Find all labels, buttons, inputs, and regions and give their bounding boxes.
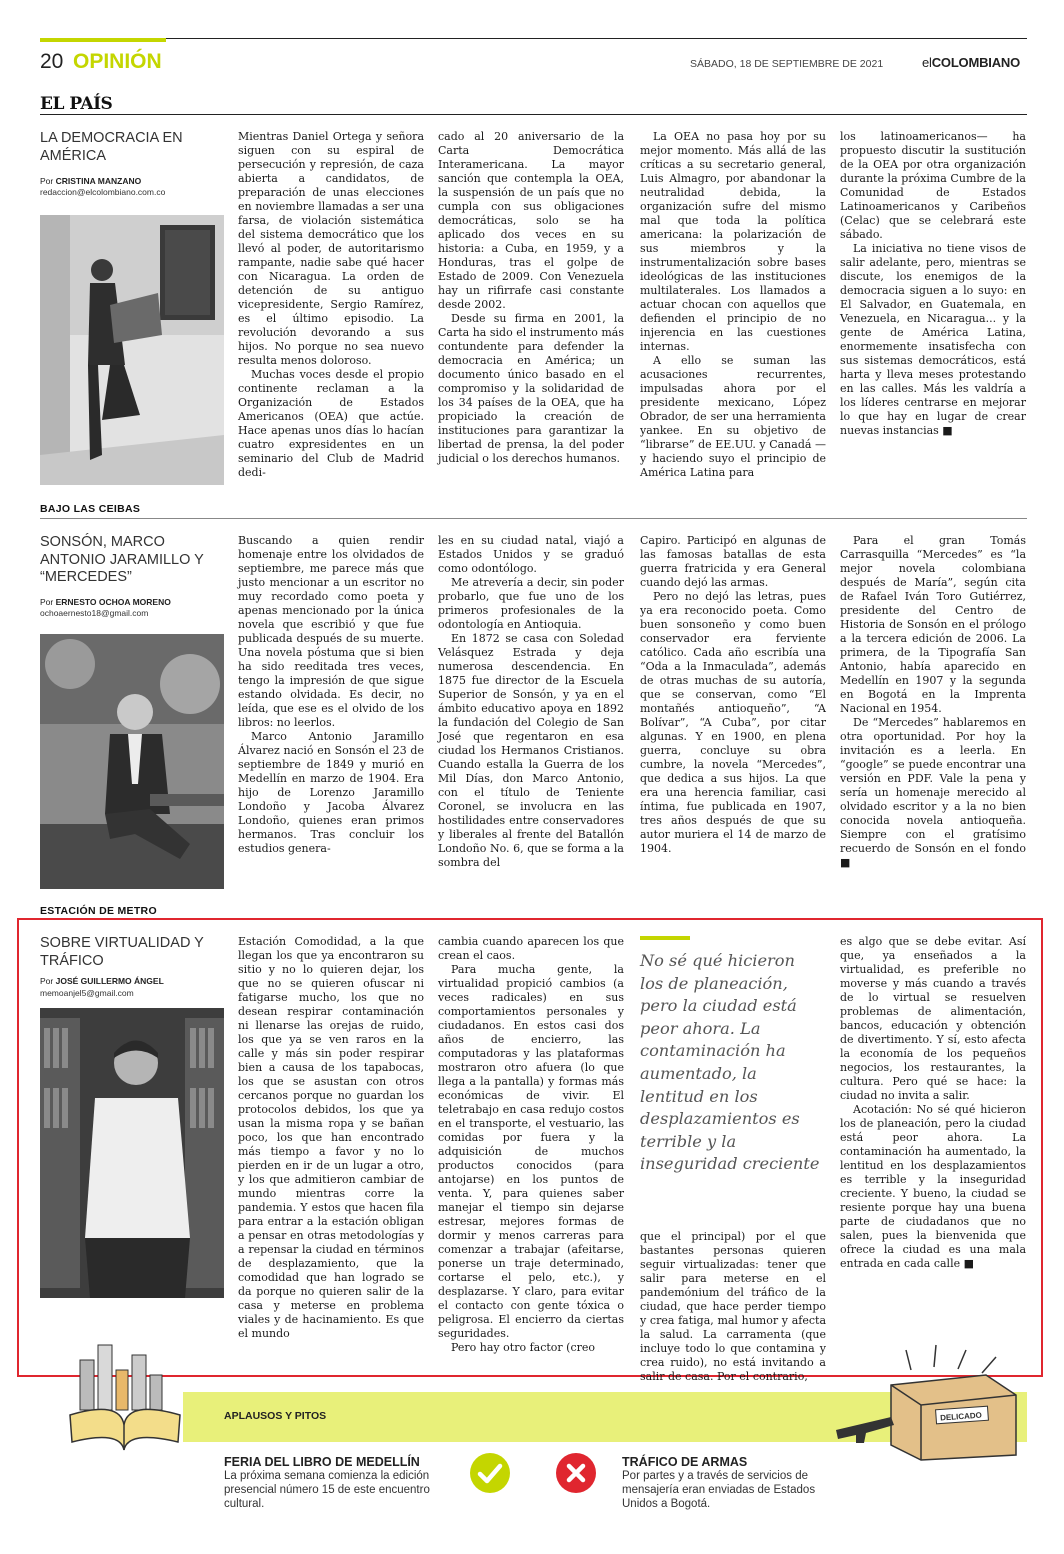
article3-column-3 (640, 1230, 826, 1383)
brand-name: COLOMBIANO (931, 55, 1020, 70)
masthead-accent (40, 38, 166, 42)
page-number: 20 (40, 50, 64, 73)
article2-email: ochoaernesto18@gmail.com (40, 608, 149, 618)
article1-c4-p2: La iniciativa no tiene visos de salir adelante, pero, mientras se discute, los enemigos de la democracia siguen a lo suyo: en El Salvador, en Guatemala, en Venezuela, en Nicaragua... y la gente de América Latina, enormemente insatisfecha con sus sistemas democráticos, está harta y lleva meses protestando en las calles. Más les valdría a los líderes centrarse en mejorar lo que hay en lugar de crear nuevas instancias ■ (840, 242, 1026, 437)
pito-text: Por partes y a través de servicios de mensajería eran enviadas de Estados Unidos a Bogotá. (622, 1470, 816, 1510)
article2-c2-p3: En 1872 se casa con Soledad Velásquez Estrada y deja numerosa descendencia. En 1875 fue director de la Escuela Superior de Sonsón, y ya en el ámbito educativo apoya en 1892 la fundación del Colegio de San José que regentaron en esa ciudad los Hermanos Cristianos. Cuando estalla la Guerra de los Mil Días, don Marco Antonio, con el título de Teniente Coronel, se involucra en las hostilidades entre conservadores y liberales al frente del Batallón Londoño No. 6, que se forma a la sombra del (438, 632, 624, 869)
box-label: DELICADO (939, 1410, 983, 1423)
article3-c4-p2: Acotación: No sé qué hicieron los de planeación, pero la ciudad está peor ahora. La contaminación ha aumentado, la lentitud en los desplazamientos es terrible y la inseguridad creciente. Y bueno, la ciudad se resiente porque hay una buena parte de ciudadanos que no salen, pues la bienvenida que ofrece la ciudad es una mala entrada en cada calle ■ (840, 1103, 1026, 1270)
pull-quote-accent-bar (640, 936, 690, 940)
article3-c4-p1: es algo que se debe evitar. Así que, ya enseñados a la virtualidad, es preferible no moverse y más cuando a través de lo virtual se resuelven problemas de alimentación, bancos, educación y obtención de divertimento. Y sí, esto afecta la economía de los pequeños negocios, los restaurantes, la cultura. Pero qué se hace: la ciudad no invita a salir. (840, 935, 1026, 1102)
article2-c4-p1: Para el gran Tomás Carrasquilla “Mercedes” es “la mejor novela colombiana después de María”, según cita de Rafael Iván Toro Gutiérrez, presidente del Centro de Historia de Sonsón en el prólogo a la tercera edición de 2006. La primera, de la Tipografía San Antonio, había aparecido en Medellín en 1907 y la segunda en Bogotá en la Imprenta Nacional en 1954. (840, 534, 1026, 715)
article1-separator (40, 114, 1027, 115)
check-icon (470, 1453, 510, 1493)
article1-c2-p2: Desde su firma en 2001, la Carta ha sido el instrumento más contundente para defender la democracia en América; un documento único basado en el compromiso y la solidaridad de los 34 países de la OEA, que ha propiciado la creación de instituciones para garantizar la libertad de prensa, la del poder judicial o los derechos humanos. (438, 312, 624, 465)
article3-c3-p1: que el principal) por el que bastantes personas quieren seguir virtualizadas: tener que salir para meterse en el pandemónium del tráfico de la ciudad, que hace perder tiempo y crea fatiga, mal humor y afecta la salud. La carramenta (que incluye todo lo que contamina y crea ruido), no está invitando a salir de casa. Por el contrario, (640, 1230, 826, 1383)
section-name: OPINIÓN (73, 50, 162, 73)
article3-column-2 (438, 935, 624, 1373)
article2-headline: SONSÓN, MARCO ANTONIO JARAMILLO Y “MERCEDES” (40, 534, 204, 585)
aplauso-text: La próxima semana comienza la edición presencial número 15 de este encuentro cultural. (224, 1470, 430, 1510)
article1-statue-photo (40, 215, 224, 485)
article2-c3-p2: Pero no dejó las letras, pues ya era reconocido poeta. Como buen sonsoneño y como buen conservador era ferviente católico. Cada año escribía una “Oda a la Inmaculada”, además de otras muchas de su autoría, que se conservan, como “El montañés antioqueño”, “A Bolívar”, “A Cuba”, por citar algunas. Y en 1900, en plena guerra, concluye su obra cumbre, la novela “Mercedes”, que dedica a sus hijos. La que era una herencia familiar, casi íntima, fue publicada en 1907, tres años después de que su autor muriera el 14 de marzo de 1904. (640, 590, 826, 855)
article2-c2-p2: Me atrevería a decir, sin poder probarlo, que fue uno de los primeros profesionales de la odontología en Antioquia. (438, 576, 624, 631)
pito-title: TRÁFICO DE ARMAS (622, 1455, 748, 1469)
article2-c1-p1: Buscando a quien rendir homenaje entre los olvidados de septiembre, me parece más que justo mencionar a un escritor no muy recordado como poeta y apenas mencionado por la única novela que escribió y que fue publicada después de su muerte. Una novela póstuma que si bien ha sido reeditada tres veces, tengo la impresión de que sigue estando olvidada. Es decir, no leída, que ese es el olvido de los libros: no leerlos. (238, 534, 424, 729)
article1-column-4 (840, 130, 1026, 492)
article2-column-2 (438, 534, 624, 894)
author-portrait-illustration (40, 634, 224, 889)
article3-author-photo (40, 1008, 224, 1298)
aplauso-title: FERIA DEL LIBRO DE MEDELLÍN (224, 1455, 420, 1469)
article2-c4-p2: De “Mercedes” hablaremos en otra oportunidad. Por hoy la invitación es a leerla. En “google” se puede encontrar una versión en PDF. Vale la pena y sería un homenaje merecido al olvidado escritor y a la no bien conocida novela antioqueña. Siempre con el gratísimo recuerdo de Sonsón en el fondo ■ (840, 716, 1026, 869)
masthead-rule (40, 38, 1027, 39)
article2-c2-p1: les en su ciudad natal, viajó a Estados Unidos y se graduó como odontólogo. (438, 534, 624, 575)
article2-byline: Por ERNESTO OCHOA MORENO (40, 597, 171, 607)
article2-column-3 (640, 534, 826, 894)
package-gun-illustration (836, 1345, 1026, 1465)
article3-headline: SOBRE VIRTUALIDAD Y TRÁFICO (40, 935, 204, 969)
article3-column-1 (238, 935, 424, 1373)
article1-email: redaccion@elcolombiano.com.co (40, 187, 166, 197)
article1-c1-p1: Mientras Daniel Ortega y señora siguen con su espiral de persecución y represión, de caza abierta a candidatos, de preparación de unas elecciones en noviembre llamadas a ser una farsa, de violación sistemática del sistema democrático que los llevó al poder, de autoritarismo rampante, nadie sabe qué hacer con Nicaragua. La orden de detención de su antiguo vicepresidente, Sergio Ramírez, es el último episodio. La revolución devorando a sus hijos. No porque no sea nuevo resulta menos doloroso. (238, 130, 424, 367)
article1-c3-p1: La OEA no pasa hoy por su mejor momento. Más allá de las críticas a su secretario general, Luis Almagro, por abandonar la neutralidad debida, la organización sufre del mismo mal que toda la política americana: la polarización de sus miembros y la instrumentalización sobre bases ideológicas de las instituciones multilaterales. Los llamados a actuar chocan con aquellos que defienden el principio de no injerencia en las cuestiones internas. (640, 130, 826, 353)
brand-prefix: el (922, 55, 932, 70)
article3-column-4 (840, 935, 1026, 1295)
article2-author-photo (40, 634, 224, 889)
article1-column-2 (438, 130, 624, 492)
article2-c1-p2: Marco Antonio Jaramillo Álvarez nació en Sonsón el 23 de septiembre de 1849 y murió en Medellín en marzo de 1904. Era hijo de Lorenzo Jaramillo Londoño y Jacoba Álvarez Londoño, quienes eran primos hermanos. Tras concluir los estudios genera- (238, 730, 424, 855)
pito-item (622, 1455, 832, 1511)
statue-illustration (40, 215, 224, 485)
article1-column-1 (238, 130, 424, 492)
article3-email: memoanjel5@gmail.com (40, 988, 134, 998)
cross-icon (556, 1453, 596, 1493)
article3-c2-p2: Para mucha gente, la virtualidad propició cambios (a veces radicales) en sus comportamientos personales y ciudadanos. En estos casi dos años de encierro, las computadoras y las plataformas mostraron otro afuera (lo que llega a la pantalla) y formas más económicas de vivir. El teletrabajo en casa redujo costos en el transporte, el vestuario, las comidas por fuera y la adquisición de muchos productos conocidos (para antojarse) en los puntos de venta. Y, para quienes saber manejar el tiempo sin dejarse estresar, mejores formas de dormir y menos carreras para comenzar a trabajar (afeitarse, ponerse un traje determinado, cortarse el pelo, etc.), y desplazarse. Y claro, para evitar el contacto con gente tóxica o peligrosa. El encierro da ciertas seguridades. (438, 963, 624, 1340)
author-portrait-illustration (40, 1008, 224, 1298)
article2-c3-p1: Capiro. Participó en algunas de las famosas batallas de esta guerra fratricida y era General cuando dejó las armas. (640, 534, 826, 589)
article1-byline: Por CRISTINA MANZANO (40, 176, 142, 186)
article1-column-3 (640, 130, 826, 492)
article3-c1-p1: Estación Comodidad, a la que llegan los que ya encontraron su sitio y no lo quieren dejar, los que no se quieren ofuscar ni fatigarse mucho, los que no desean respirar contaminación ni llenarse las orejas de ruido, los que ya se ven raros en la calle y más sin poder respirar bien a causa de los tapabocas, los que se asustan con otros cercanos porque no guardan los protocolos debidos, los que ya usan la misma ropa y se bañan poco, los que han encontrado más tiempo a favor y no lo pierden en ir de un lugar a otro, y los que admitieron cambiar de mundo mientras corre la pandemia. Y estos que hacen fila para entrar a la estación obligan a pensar en otras metodologías y a repensar la ciudad en términos de desplazamiento, que la comodidad que han logrado se da porque no quieren salir de la casa y meterse en problema viales y de hacinamiento. Es que el mundo (238, 935, 424, 1340)
publication-date: SÁBADO, 18 DE SEPTIEMBRE DE 2021 (690, 58, 884, 70)
brand-logo (922, 55, 1020, 70)
article1-c2-p1: cado al 20 aniversario de la Carta Democrática Interamericana. La mayor sanción que contempla la OEA, la suspensión de un país que no cumpla con sus obligaciones democráticas, solo se ha aplicado dos veces en su historia: a Cuba, en 1959, y a Honduras, tras el golpe de Estado de 2009. Con Venezuela hay un rifirrafe casi constante desde 2002. (438, 130, 624, 311)
article2-separator (40, 518, 1027, 519)
article1-c1-p2: Muchas voces desde el propio continente reclaman a la Organización de Estados Americanos (OEA) que actúe. Hace apenas unos días lo hacían cuatro expresidentes en un seminario del Club de Madrid dedi- (238, 368, 424, 479)
article2-column-4 (840, 534, 1026, 894)
article3-section-label: ESTACIÓN DE METRO (40, 905, 157, 917)
article1-section-label: EL PAÍS (40, 94, 113, 114)
article1-c4-p1: los latinoamericanos— ha propuesto discutir la sustitución de la OEA por otra organización durante la próxima Cumbre de la Comunidad de Estados Latinoamericanos y Caribeños (Celac) que se celebrará este sábado. (840, 130, 1026, 241)
pull-quote: No sé qué hicieron los de planeación, pero la ciudad está peor ahora. La contaminación ha aumentado, la lentitud en los desplazamientos es terrible y la inseguridad creciente (640, 951, 820, 1174)
aplauso-item (224, 1455, 434, 1511)
article2-section-label: BAJO LAS CEIBAS (40, 503, 141, 515)
article2-column-1 (238, 534, 424, 894)
article3-c2-p3: Pero hay otro factor (creo (451, 1341, 595, 1354)
article3-byline: Por JOSÉ GUILLERMO ÁNGEL (40, 976, 164, 986)
article1-headline: LA DEMOCRACIA EN AMÉRICA (40, 130, 183, 164)
article1-c3-p2: A ello se suman las acusaciones recurrentes, impulsadas ahora por el presidente mexicano, López Obrador, de ser una herramienta yankee. En su objetivo de “librarse” de EE.UU. y Canadá —y haciendo suyo el principio de América Latina para (640, 354, 826, 479)
article3-c2-p1: cambia cuando aparecen los que crean el caos. (438, 935, 624, 962)
book-city-illustration (60, 1330, 190, 1460)
aplausos-label: APLAUSOS Y PITOS (224, 1410, 327, 1422)
